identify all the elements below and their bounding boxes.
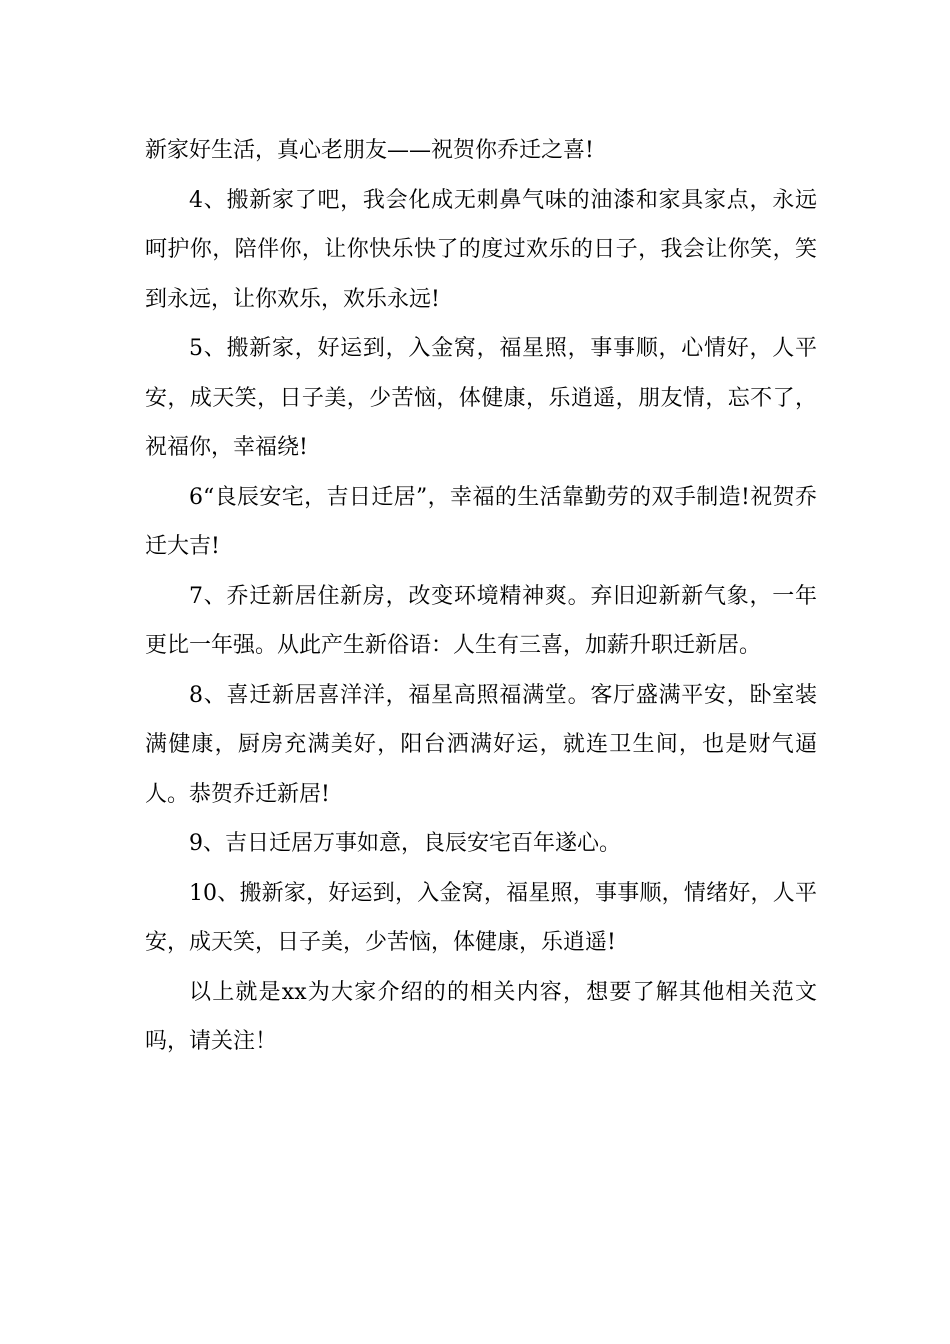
paragraph-item-9: 9、吉日迁居万事如意，良辰安宅百年遂心。	[189, 831, 621, 856]
paragraph-item-4: 4、搬新家了吧，我会化成无刺鼻气味的油漆和家具家点，永远呵护你，陪伴你，让你快乐快了的度过欢乐的日子，我会让你笑，笑到永远，让你欢乐，欢乐永远!	[145, 187, 817, 312]
paragraph-item-8: 8、喜迁新居喜洋洋，福星高照福满堂。客厅盛满平安，卧室装满健康，厨房充满美好，阳台洒满好运，就连卫生间，也是财气逼人。恭贺乔迁新居!	[145, 682, 817, 807]
paragraph-item-5: 5、搬新家，好运到，入金窝，福星照，事事顺，心情好，人平安，成天笑，日子美，少苦恼，体健康，乐逍遥，朋友情，忘不了，祝福你，幸福绕!	[145, 336, 817, 460]
paragraph-item-7: 7、乔迁新居住新房，改变环境精神爽。弃旧迎新新气象，一年更比一年强。从此产生新俗语：人生有三喜，加薪升职迁新居。	[145, 583, 817, 658]
paragraph-item-6: 6“良辰安宅，吉日迁居”，幸福的生活靠勤劳的双手制造!祝贺乔迁大吉!	[145, 484, 817, 559]
paragraph-closing: 以上就是xx为大家介绍的的相关内容，想要了解其他相关范文吗，请关注！	[145, 979, 817, 1054]
paragraph-continuation: 新家好生活，真心老朋友——祝贺你乔迁之喜!	[145, 138, 594, 163]
paragraph-item-10: 10、搬新家，好运到，入金窝，福星照，事事顺，情绪好，人平安，成天笑，日子美，少苦恼，体健康，乐逍遥!	[145, 880, 817, 955]
document-body	[145, 126, 817, 1067]
